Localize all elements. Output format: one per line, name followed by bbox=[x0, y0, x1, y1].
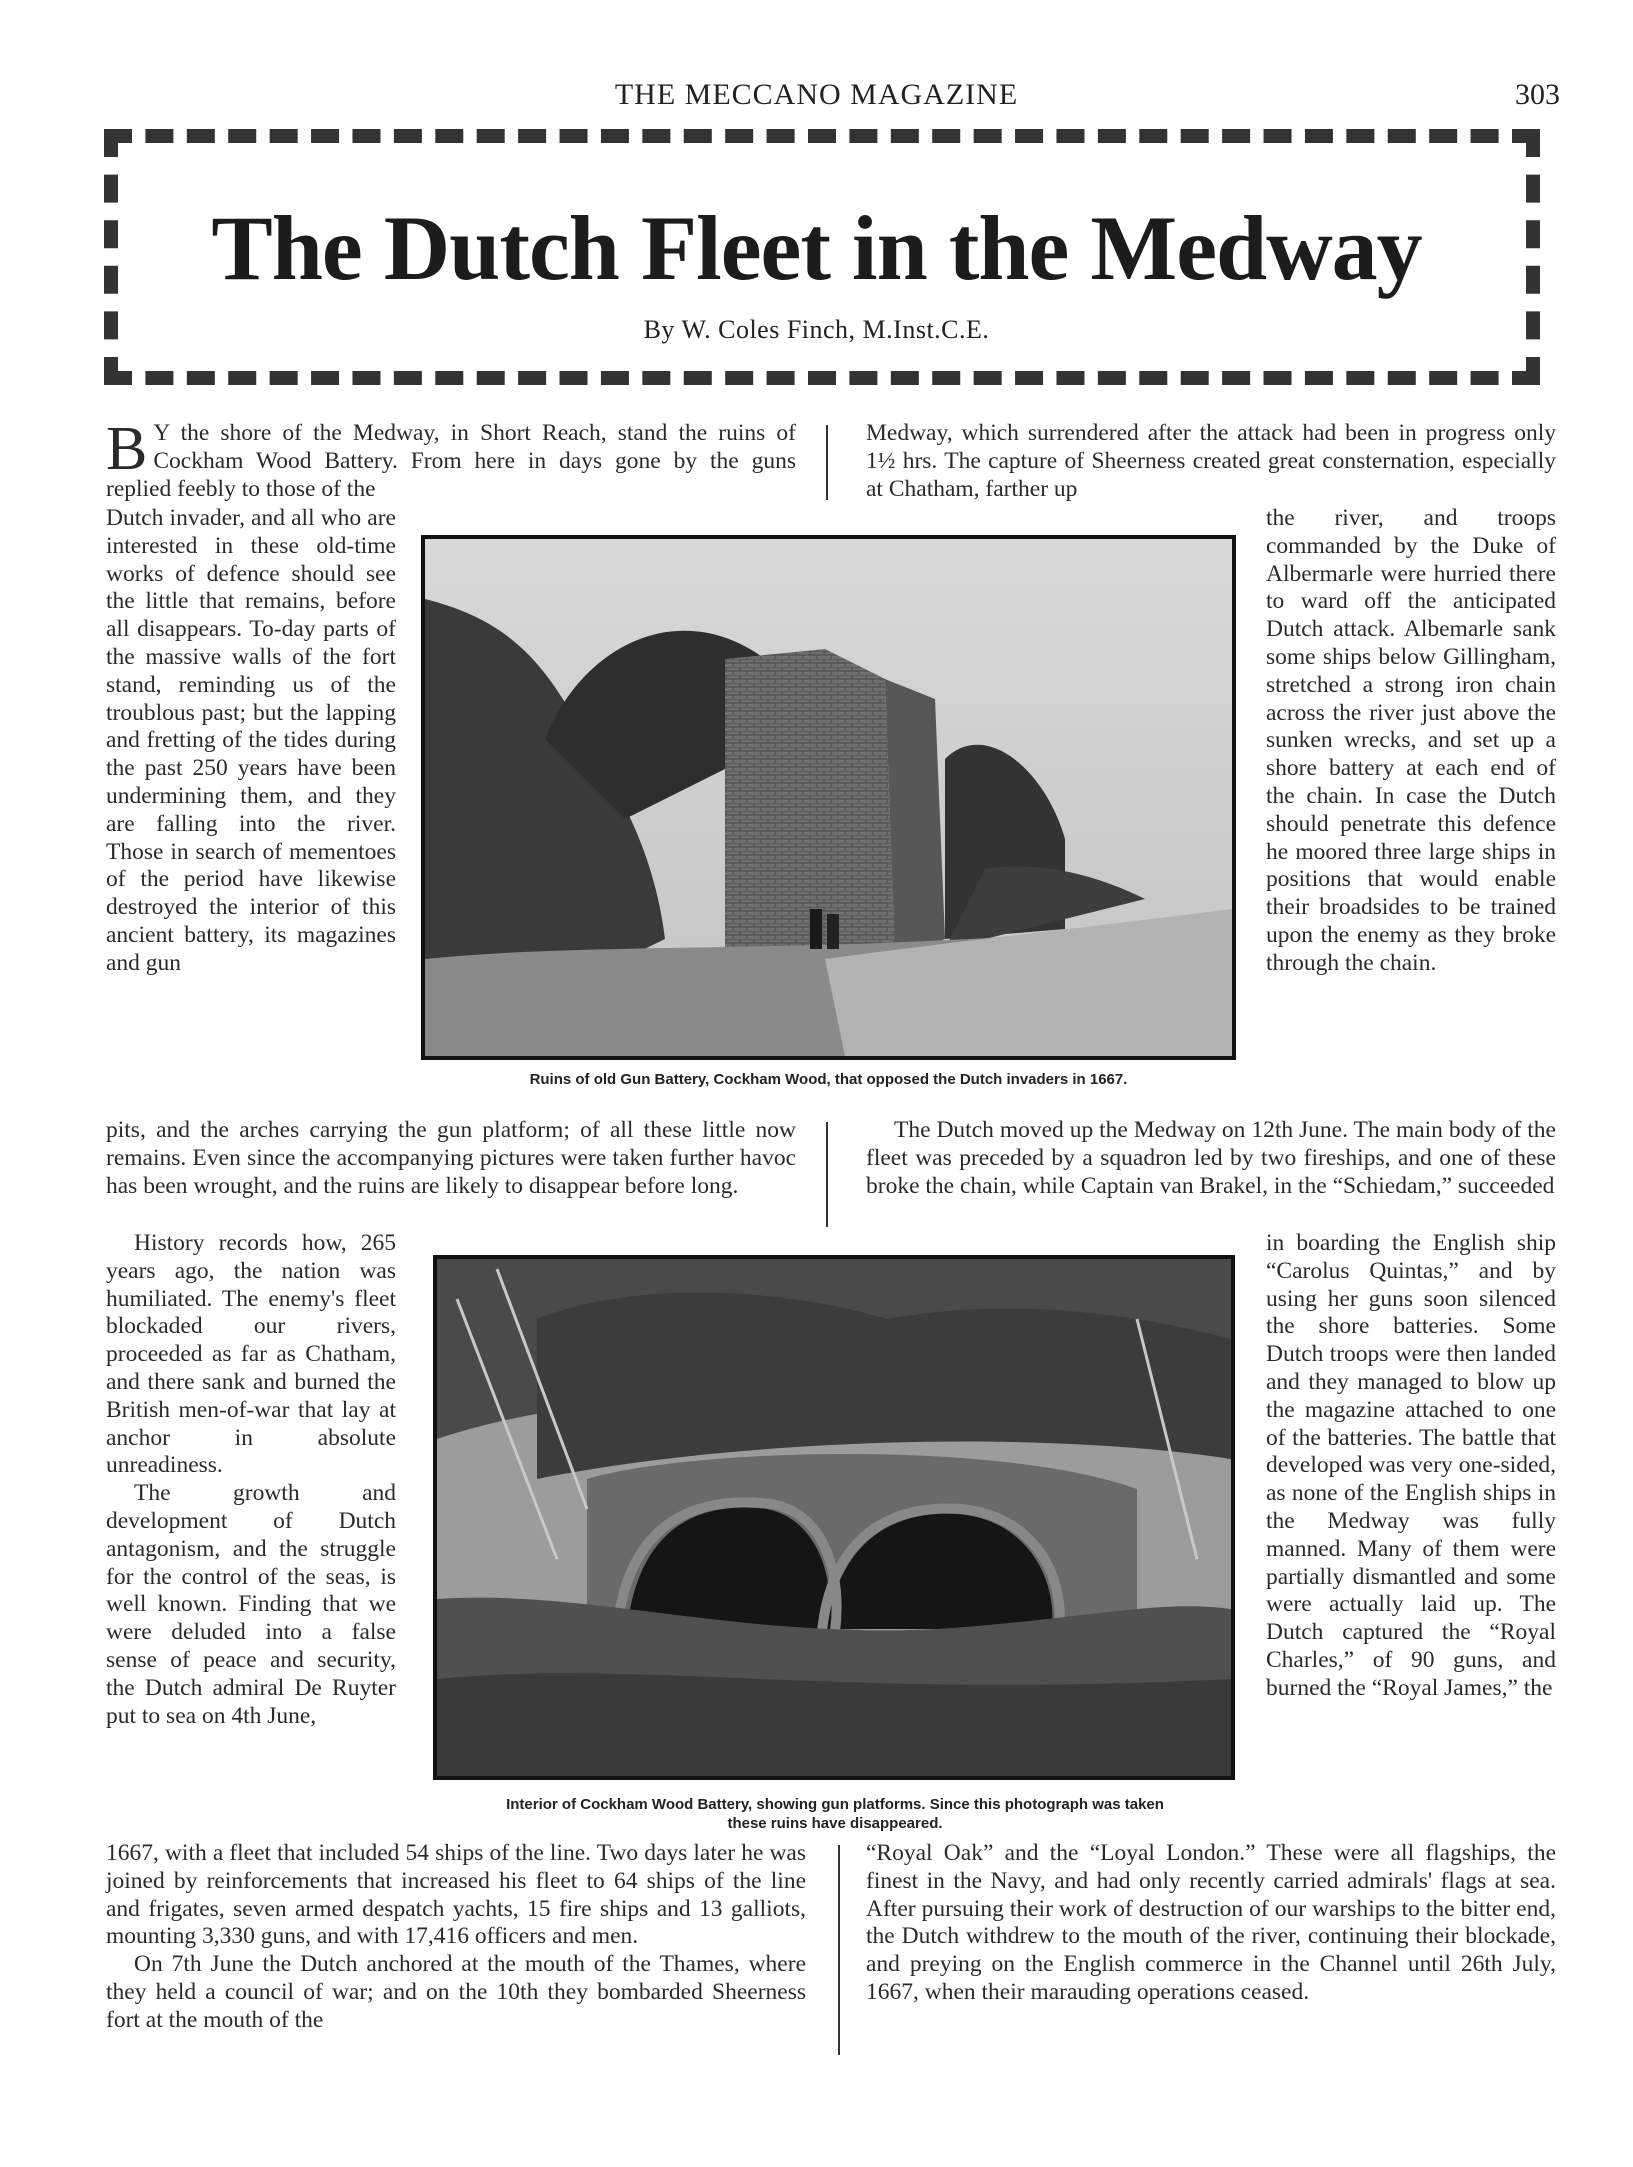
running-header bbox=[0, 78, 1633, 114]
battery-interior-photo bbox=[433, 1255, 1235, 1780]
history-paragraph: History records how, 265 years ago, the nation was humiliated. The enemy's fleet blockaded our rivers, proceeded as far as Chatham, and there sank and burned the British men-of-war that lay at anchor in absolute unreadiness. The growth and development of Dutch antagonism, and the struggle for the control of the seas, is well known. Finding that we were deluded into a false sense of peace and security, the Dutch admiral De Ruyter put to sea on 4th June, bbox=[106, 1230, 396, 1729]
page-number: 303 bbox=[1515, 78, 1560, 111]
column-rule bbox=[826, 425, 828, 500]
brick-arches-icon bbox=[437, 1259, 1231, 1776]
magazine-name: THE MECCANO MAGAZINE bbox=[614, 78, 1019, 111]
intro-paragraph-top: B Y the shore of the Medway, in Short Reach, stand the ruins of Cockham Wood Battery. From here in days gone by the guns replied feebly to those of the bbox=[106, 415, 796, 502]
battery-ruins-photo bbox=[421, 535, 1236, 1060]
intro-paragraph-left: Dutch invader, and all who are interested in these old-time works of defence should see the little that remains, before all disappears. To-day parts of the massive walls of the fort stand, reminding us of the troublous past; but the lapping and fretting of the tides during the past 250 years have been undermining them, and they are falling into the river. Those in search of mementoes of the period have likewise destroyed the interior of this ancient battery, its magazines and gun bbox=[106, 505, 396, 976]
right-column-side-2: in boarding the English ship “Carolus Quintas,” and by using her guns soon silenced the shore batteries. Some Dutch troops were then landed and they managed to blow up the magazine attached to one of the batteries. The battle that developed was very one-sided, as none of the English ships in the Medway was fully manned. Many of them were partially dismantled and some were actually laid up. The Dutch captured the “Royal Charles,” of 90 guns, and burned the “Royal James,” the bbox=[1266, 1230, 1556, 1701]
right-column-side-1: the river, and troops commanded by the Duke of Albermarle were hurried there to ward off the anticipated Dutch attack. Albemarle sank some ships below Gillingham, stretched a strong iron chain across the river just above the sunken wrecks, and set up a shore battery at each end of the chain. In case the Dutch should penetrate this defence he moored three large ships in positions that would enable their broadsides to be trained upon the enemy as they broke through the chain. bbox=[1266, 505, 1556, 976]
intro-paragraph-bottom: pits, and the arches carrying the gun platform; of all these little now remains. Even since the accompanying pictures were taken further havoc has been wrought, and the ruins are likely to disappear before long. bbox=[106, 1117, 796, 1199]
article-title: The Dutch Fleet in the Medway bbox=[211, 197, 1422, 299]
article-byline: By W. Coles Finch, M.Inst.C.E. bbox=[643, 315, 990, 344]
drop-cap: B bbox=[106, 415, 148, 483]
column-rule bbox=[838, 1845, 840, 2055]
column-rule bbox=[826, 1122, 828, 1227]
right-column-mid: The Dutch moved up the Medway on 12th June. The main body of the fleet was preceded by a squadron led by two fireships, and one of these broke the chain, while Captain van Brakel, in the “Schiedam,” succeeded bbox=[866, 1117, 1556, 1199]
fleet-paragraph: 1667, with a fleet that included 54 ships of the line. Two days later he was joined by reinforcements that increased his fleet to 64 ships of the line and frigates, seven armed despatch yachts, 15 fire ships and 13 galliots, mounting 3,330 guns, and with 17,416 officers and men. On 7th June the Dutch anchored at the mouth of the Thames, where they held a council of war; and on the 10th they bombarded Sheerness fort at the mouth of the bbox=[106, 1840, 806, 2033]
right-column-top: Medway, which surrendered after the attack had been in progress only 1½ hrs. The capture of Sheerness created great consternation, especially at Chatham, farther up bbox=[866, 420, 1556, 502]
ruined-brick-wall-icon bbox=[425, 539, 1232, 1056]
photo-caption-2: Interior of Cockham Wood Battery, showing gun platforms. Since this photograph was taken these ruins have disappeared. bbox=[506, 1796, 1164, 1832]
photo-caption-1: Ruins of old Gun Battery, Cockham Wood, that opposed the Dutch invaders in 1667. bbox=[529, 1071, 1128, 1088]
right-column-bottom: “Royal Oak” and the “Loyal London.” These were all flagships, the finest in the Navy, and had only recently carried admirals' flags at sea. After pursuing their work of destruction of our warships to the bitter end, the Dutch withdrew to the mouth of the river, continuing their blockade, and preying on the English commerce in the Channel until 26th July, 1667, when their marauding operations ceased. bbox=[866, 1840, 1556, 2005]
